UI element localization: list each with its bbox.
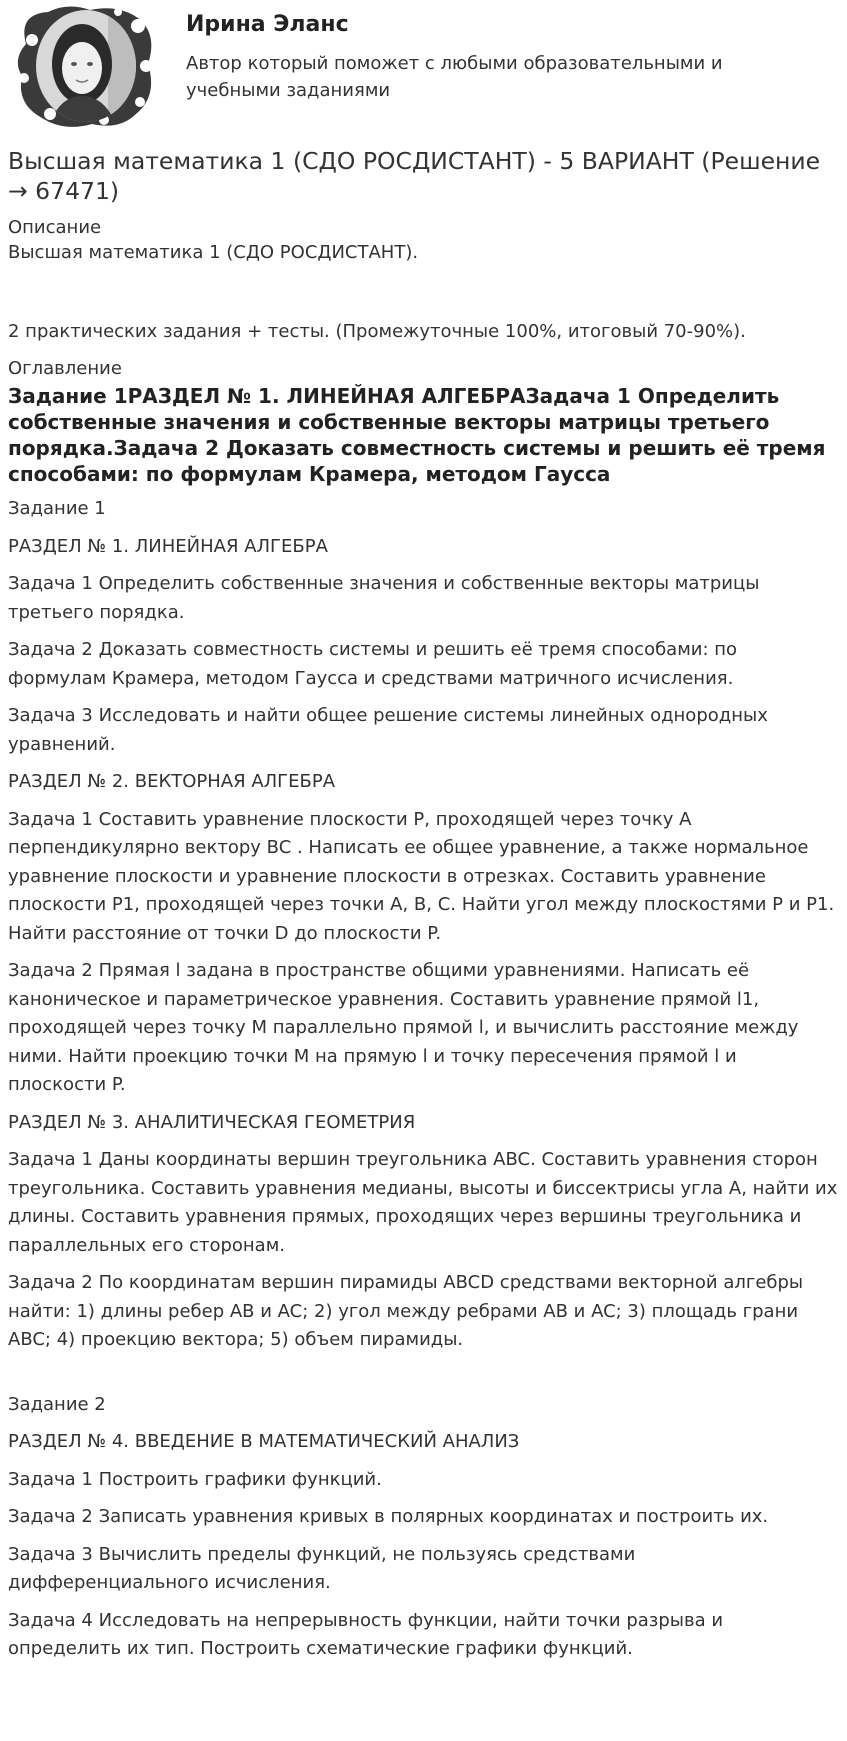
product-content — [8, 146, 840, 1673]
section-heading: РАЗДЕЛ № 3. АНАЛИТИЧЕСКАЯ ГЕОМЕТРИЯ — [8, 1111, 416, 1133]
description-short: Высшая математика 1 (СДО РОСДИСТАНТ). — [8, 242, 419, 263]
task-item: Задача 2 Доказать совместность системы и решить её тремя способами: по формулам Крамера, методом Гаусса и средствами матричного исчисления. — [8, 639, 738, 689]
author-card — [8, 4, 838, 132]
description-note: 2 практических задания + тесты. (Промежуточные 100%, итоговый 70-90%). — [8, 321, 746, 342]
author-description: Автор который поможет с любыми образовательными и учебными заданиями — [186, 53, 723, 101]
author-avatar[interactable] — [8, 4, 158, 129]
task-item: Задача 2 Прямая l задана в пространстве общими уравнениями. Написать её каноническое и параметрическое уравнения. Составить уравнение прямой l1, проходящей через точку M параллельно прямой l, и вычислить расстояние между ними. Найти проекцию точки M на прямую l и точку пересечения прямой l и плоскости P. — [8, 960, 799, 1095]
toc-label: Оглавление — [8, 358, 122, 379]
task-heading: Задание 2 — [8, 1393, 106, 1415]
task-item: Задача 4 Исследовать на непрерывность функции, найти точки разрыва и определить их тип. Построить схематические графики функций. — [8, 1609, 724, 1659]
section-heading: РАЗДЕЛ № 4. ВВЕДЕНИЕ В МАТЕМАТИЧЕСКИЙ АНАЛИЗ — [8, 1431, 520, 1452]
toc-content — [8, 495, 840, 1664]
task-item: Задача 1 Построить графики функций. — [8, 1468, 382, 1490]
description-label: Описание — [8, 217, 102, 238]
task-item: Задача 1 Составить уравнение плоскости P, проходящей через точку A перпендикулярно вектору BC . Написать ее общее уравнение, а также нормальное уравнение плоскости и уравнение плоскости в отрезках. Составить уравнение плоскости P1, проходящей через точки A, B, C. Найти угол между плоскостями P и P1. Найти расстояние от точки D до плоскости P. — [8, 808, 835, 944]
task-heading: Задание 1 — [8, 498, 106, 519]
toc-title: Задание 1РАЗДЕЛ № 1. ЛИНЕЙНАЯ АЛГЕБРАЗадача 1 Определить собственные значения и собственные векторы матрицы третьего порядка.Задача 2 Доказать совместность системы и решить её тремя способами: по формулам Крамера, методом Гаусса — [8, 384, 826, 486]
section-heading: РАЗДЕЛ № 2. ВЕКТОРНАЯ АЛГЕБРА — [8, 771, 336, 792]
task-item: Задача 3 Вычислить пределы функций, не пользуясь средствами дифференциального исчисления. — [8, 1543, 636, 1593]
section-heading: РАЗДЕЛ № 1. ЛИНЕЙНАЯ АЛГЕБРА — [8, 535, 328, 557]
task-item: Задача 1 Даны координаты вершин треугольника ABC. Составить уравнения сторон треугольника. Составить уравнения медианы, высоты и биссектрисы угла A, найти их длины. Составить уравнения прямых, проходящих через вершины треугольника и параллельных его сторонам. — [8, 1149, 838, 1256]
task-item: Задача 1 Определить собственные значения и собственные векторы матрицы третьего порядка. — [8, 573, 760, 623]
task-item: Задача 2 По координатам вершин пирамиды ABCD средствами векторной алгебры найти: 1) длины ребер AB и AC; 2) угол между ребрами AB и AC; 3) площадь грани ABC; 4) проекцию вектора; 5) объем пирамиды. — [8, 1272, 804, 1350]
page-title: Высшая математика 1 (СДО РОСДИСТАНТ) - 5 ВАРИАНТ (Решение → 67471) — [8, 147, 821, 205]
task-item: Задача 3 Исследовать и найти общее решение системы линейных однородных уравнений. — [8, 705, 768, 755]
task-item: Задача 2 Записать уравнения кривых в полярных координатах и построить их. — [8, 1506, 769, 1527]
author-name[interactable]: Ирина Эланс — [186, 12, 349, 37]
